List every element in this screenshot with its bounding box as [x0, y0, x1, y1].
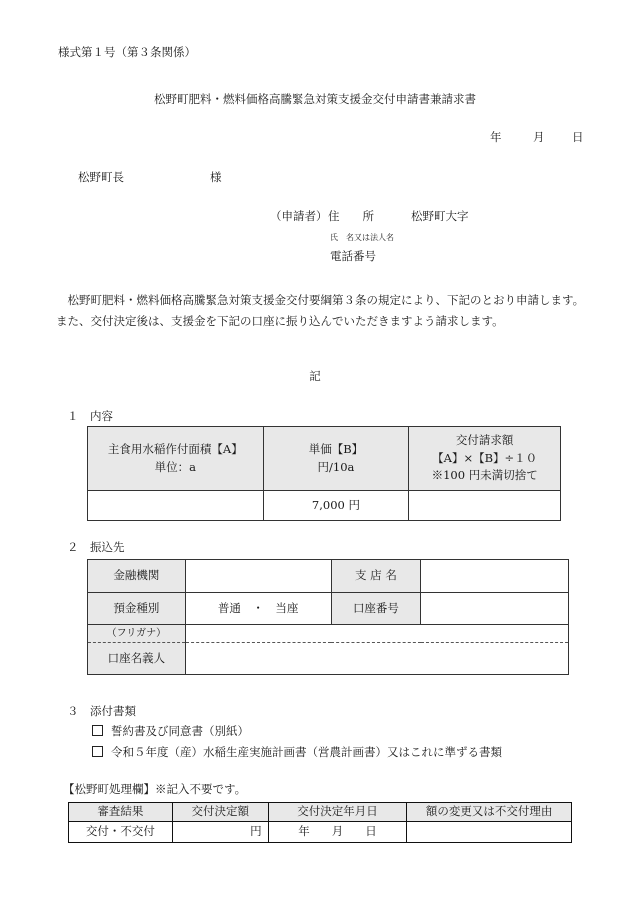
office-date-cell: 年 月 日	[268, 822, 407, 843]
form-number: 様式第１号（第３条関係）	[58, 45, 196, 59]
office-result-value: 交付・不交付	[69, 822, 173, 843]
office-reason-cell	[407, 822, 572, 843]
area-header: 主食用水稲作付面積【A】 単位：a	[88, 427, 264, 491]
office-header-amount: 交付決定額	[172, 803, 268, 822]
furigana-input-cell[interactable]	[185, 625, 568, 643]
date-day: 日	[572, 130, 584, 144]
account-type-options[interactable]: 普通 ・ 当座	[185, 593, 331, 625]
office-table	[68, 802, 572, 843]
content-table	[87, 426, 561, 521]
address-value: 松野町大字	[411, 209, 469, 223]
account-number-label: 口座番号	[331, 593, 421, 625]
address-label: 住 所	[328, 209, 374, 223]
checkbox-icon[interactable]	[92, 725, 103, 736]
bank-input-cell[interactable]	[185, 560, 331, 593]
phone-label: 電話番号	[330, 249, 376, 263]
unit-price-header: 単価【B】 円/10a	[263, 427, 409, 491]
section2-title: ２ 振込先	[67, 540, 125, 554]
applicant-label: （申請者）	[270, 209, 328, 223]
body-paragraph: 松野町肥料・燃料価格高騰緊急対策支援金交付要綱第３条の規定により、下記のとおり申請します。また、交付決定後は、支援金を下記の口座に振り込んでいただきますよう請求します。	[56, 293, 585, 328]
date-month: 月	[533, 130, 545, 144]
attachment-item-2[interactable]: 令和５年度（産）水稲生産実施計画書（営農計画書）又はこれに準ずる書類	[92, 746, 502, 760]
request-amount-header: 交付請求額 【A】×【B】÷１０ ※100 円未満切捨て	[409, 427, 561, 491]
attachment-item-1[interactable]: 誓約書及び同意書（別紙）	[92, 725, 249, 739]
ki-label: 記	[309, 369, 321, 383]
account-number-input-cell[interactable]	[421, 593, 569, 625]
unit-price-value: 7,000 円	[263, 491, 409, 521]
honorific: 様	[210, 170, 222, 184]
checkbox-icon[interactable]	[92, 746, 103, 757]
request-amount-input-cell[interactable]	[409, 491, 561, 521]
section1-title: １ 内容	[67, 409, 113, 423]
account-type-label: 預金種別	[88, 593, 186, 625]
branch-label: 支 店 名	[331, 560, 421, 593]
date-year: 年	[490, 130, 502, 144]
bank-table	[87, 559, 569, 675]
bank-label: 金融機関	[88, 560, 186, 593]
office-use-title: 【松野町処理欄】※記入不要です。	[63, 782, 247, 796]
name-label: 氏 名又は法人名	[330, 233, 394, 242]
area-input-cell[interactable]	[88, 491, 264, 521]
office-header-reason: 額の変更又は不交付理由	[407, 803, 572, 822]
furigana-label: （フリガナ）	[88, 625, 186, 643]
office-header-result: 審査結果	[69, 803, 173, 822]
branch-input-cell[interactable]	[421, 560, 569, 593]
holder-label: 口座名義人	[88, 643, 186, 675]
section3-title: ３ 添付書類	[67, 704, 136, 718]
office-amount-unit: 円	[172, 822, 268, 843]
holder-input-cell[interactable]	[185, 643, 568, 675]
document-title: 松野町肥料・燃料価格高騰緊急対策支援金交付申請書兼請求書	[154, 92, 476, 106]
addressee: 松野町長	[78, 170, 124, 184]
office-header-date: 交付決定年月日	[268, 803, 407, 822]
